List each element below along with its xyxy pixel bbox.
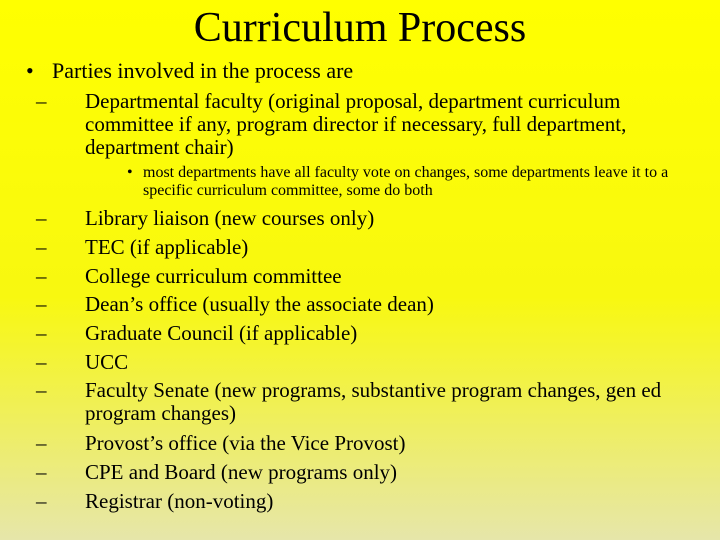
sub-bullet-department-vote-text: most departments have all faculty vote on changes, some departments leave it to a specific curriculum committee, some do both [143, 164, 669, 199]
party-item-text: UCC [85, 350, 129, 374]
dash-marker: – [36, 431, 47, 455]
dash-marker: – [36, 489, 47, 513]
party-item-text: College curriculum committee [85, 264, 342, 288]
party-item-text: CPE and Board (new programs only) [85, 460, 398, 484]
party-item-text: Provost’s office (via the Vice Provost) [85, 431, 406, 455]
party-item-text: Graduate Council (if applicable) [85, 321, 358, 345]
dash-marker: – [36, 460, 47, 484]
dash-marker: – [36, 378, 47, 402]
party-item-text: Library liaison (new courses only) [85, 206, 375, 230]
party-item-text: Registrar (non-voting) [85, 489, 274, 513]
slide-title: Curriculum Process [193, 5, 527, 51]
dash-marker: – [36, 235, 47, 259]
sub-bullet-marker: • [127, 164, 133, 181]
party-item-text: TEC (if applicable) [85, 235, 249, 259]
party-item-text: Faculty Senate (new programs, substantive program changes, gen ed program changes) [85, 378, 662, 425]
dash-marker: – [36, 292, 47, 316]
dash-marker: – [36, 89, 47, 113]
bullet-intro-text: Parties involved in the process are [52, 58, 354, 83]
dash-marker: – [36, 206, 47, 230]
party-item-text: Dean’s office (usually the associate dean) [85, 292, 434, 316]
dash-marker: – [36, 350, 47, 374]
bullet-marker: • [26, 58, 34, 83]
dash-marker: – [36, 321, 47, 345]
party-departmental-faculty-text: Departmental faculty (original proposal, department curriculum committee if any, program director if necessary, full department, department chair) [85, 89, 627, 159]
dash-marker: – [36, 264, 47, 288]
